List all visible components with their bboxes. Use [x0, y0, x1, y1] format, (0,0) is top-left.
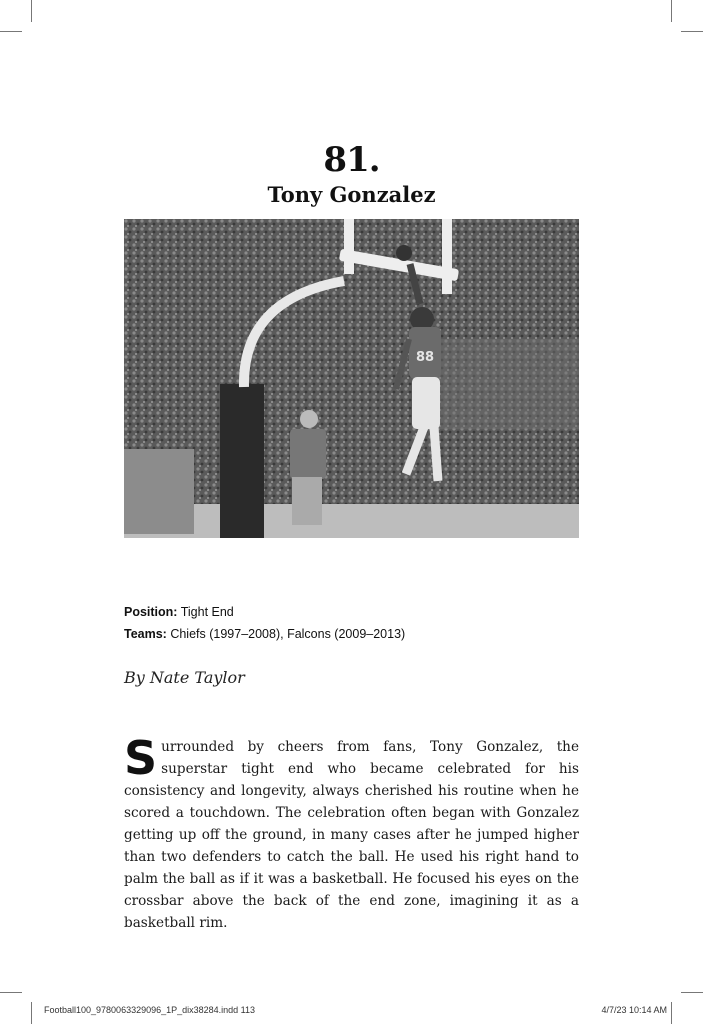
jersey-number: 88 — [416, 350, 435, 365]
teams-line — [124, 627, 405, 641]
crop-mark — [671, 1002, 672, 1024]
chapter-title: Tony Gonzalez — [267, 182, 436, 207]
crop-mark — [31, 0, 32, 22]
crop-mark — [0, 992, 22, 993]
file-slug: Football100_9780063329096_1P_dix38284.indd 113 — [44, 1005, 256, 1015]
byline: By Nate Taylor — [124, 668, 245, 687]
position-value: Tight End — [180, 605, 234, 619]
player-photo — [124, 219, 579, 538]
body-paragraph — [124, 731, 579, 934]
drop-cap: S — [124, 731, 158, 785]
crop-mark — [31, 1002, 32, 1024]
position-line — [124, 605, 234, 619]
crop-mark — [681, 992, 703, 993]
crop-mark — [681, 31, 703, 32]
body-text: urrounded by cheers from fans, Tony Gonzalez, the superstar tight end who became celebrated for his consistency and longevity, always cherished his routine when he scored a touchdown. The celebration often began with Gonzalez getting up off the ground, in many cases after he jumped higher than two defenders to catch the ball. He used his right hand to palm the ball as if it was a basketball. He focused his eyes on the crossbar above the back of the end zone, imagining it as a basketball rim. — [124, 739, 579, 931]
chapter-number: 81. — [323, 140, 380, 180]
crop-mark — [671, 0, 672, 22]
teams-value: Chiefs (1997–2008), Falcons (2009–2013) — [170, 627, 406, 641]
teams-label: Teams: — [124, 627, 167, 641]
crop-mark — [0, 31, 22, 32]
timestamp-slug: 4/7/23 10:14 AM — [601, 1005, 667, 1015]
position-label: Position: — [124, 605, 178, 619]
